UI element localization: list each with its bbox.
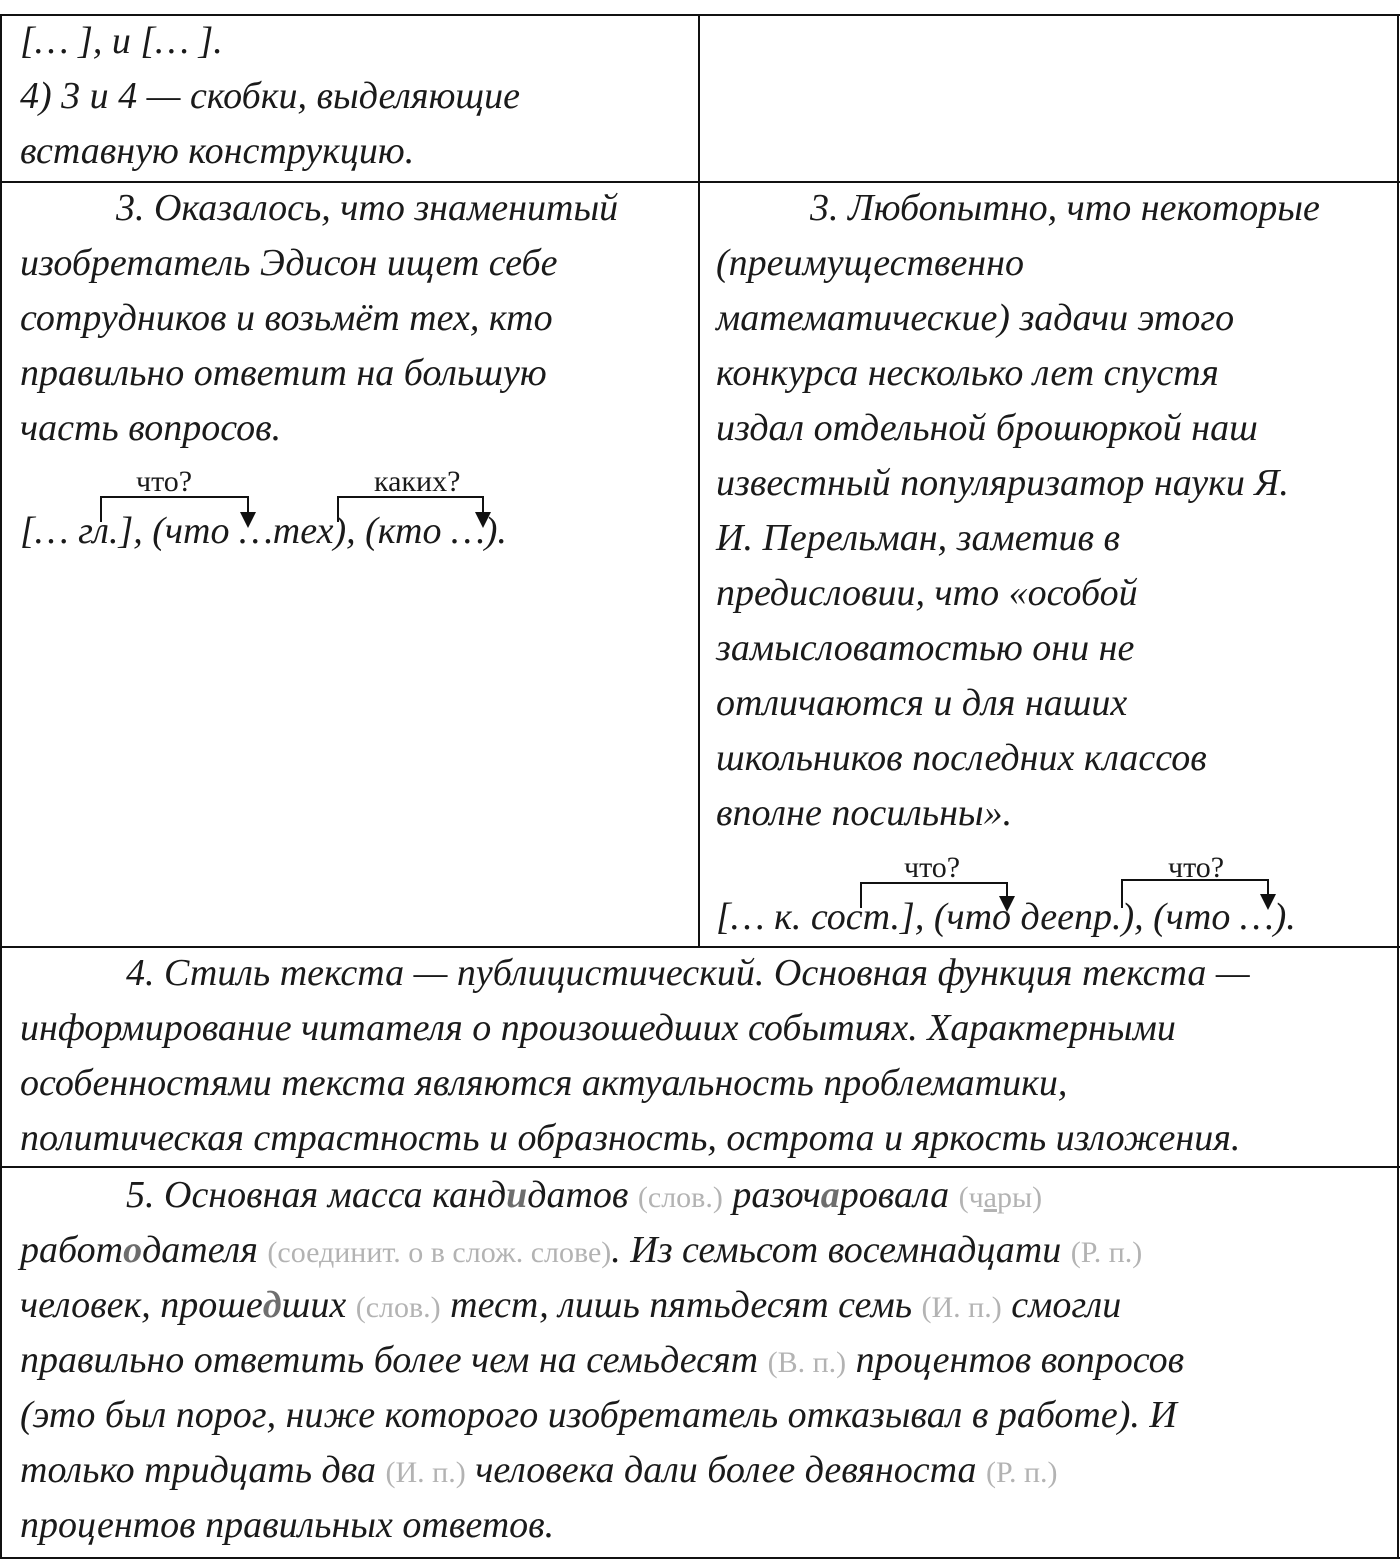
text-run: разоч bbox=[722, 1174, 821, 1216]
paragraph-line: правильно ответит на большую bbox=[20, 352, 547, 394]
paragraph-line: сотрудников и возьмёт тех, кто bbox=[20, 297, 553, 339]
note-run: (ч bbox=[958, 1181, 984, 1214]
paragraph-line: изобретатель Эдисон ищет себе bbox=[20, 242, 558, 284]
table-border-right bbox=[1397, 14, 1399, 1559]
text-run: только тридцать два bbox=[20, 1449, 386, 1491]
underlined-letter: а bbox=[983, 1181, 997, 1214]
paragraph-line: математические) задачи этого bbox=[716, 297, 1235, 339]
grammar-note: (соединит. о в слож. слове) bbox=[267, 1236, 612, 1269]
text-run: тест, лишь пятьдесят семь bbox=[440, 1284, 922, 1326]
scheme-arrows bbox=[0, 0, 1, 1]
text-run: смогли bbox=[1001, 1284, 1122, 1326]
table-border-left bbox=[0, 14, 2, 1559]
text-run: дателя bbox=[142, 1229, 268, 1271]
sentence-scheme-formula: [… гл.], (что …тех), (кто …). bbox=[20, 510, 507, 552]
text-run: правильно ответить более чем на семьдесят bbox=[20, 1339, 768, 1381]
text-run: . Из семьсот восемнадцати bbox=[611, 1229, 1071, 1271]
paragraph-line: замысловатостью они не bbox=[716, 627, 1135, 669]
paragraph-line bbox=[20, 1223, 1142, 1280]
text-line: вставную конструкцию. bbox=[20, 130, 415, 172]
paragraph-line: конкурса несколько лет спустя bbox=[716, 352, 1219, 394]
highlighted-letter: а bbox=[820, 1174, 840, 1216]
sentence-scheme-formula: [… к. сост.], (что деепр.), (что …). bbox=[716, 896, 1296, 938]
paragraph-line: известный популяризатор науки Я. bbox=[716, 462, 1289, 504]
paragraph-line bbox=[20, 1443, 1058, 1500]
scheme-question-label: что? bbox=[1168, 851, 1225, 884]
paragraph-line bbox=[20, 1278, 1121, 1335]
text-line: [… ], и [… ]. bbox=[20, 20, 223, 62]
text-run: работ bbox=[20, 1229, 124, 1271]
paragraph-line: информирование читателя о произошедших событиях. Характерными bbox=[20, 1007, 1176, 1049]
grammar-note: (И. п.) bbox=[921, 1291, 1002, 1324]
text-line: 4) 3 и 4 — скобки, выделяющие bbox=[20, 75, 520, 117]
scheme-question-label: что? bbox=[904, 851, 961, 884]
text-run: датов bbox=[527, 1174, 638, 1216]
grammar-note bbox=[959, 1181, 1043, 1214]
paragraph-line: часть вопросов. bbox=[20, 407, 282, 449]
paragraph-line: (это был порог, ниже которого изобретатель отказывал в работе). И bbox=[20, 1394, 1177, 1436]
paragraph-line: политическая страстность и образность, острота и яркость изложения. bbox=[20, 1117, 1241, 1159]
scheme-question-label: каких? bbox=[374, 465, 461, 498]
paragraph-line bbox=[20, 1333, 1184, 1390]
grammar-note: (В. п.) bbox=[767, 1346, 847, 1379]
paragraph-line: 3. Оказалось, что знаменитый bbox=[116, 187, 619, 229]
paragraph-line: особенностями текста являются актуальность проблематики, bbox=[20, 1062, 1068, 1104]
paragraph-line: 3. Любопытно, что некоторые bbox=[810, 187, 1320, 229]
text-run: 5. Основная масса канд bbox=[126, 1174, 507, 1216]
text-run: процентов вопросов bbox=[846, 1339, 1185, 1381]
paragraph-line bbox=[126, 1168, 1042, 1225]
paragraph-line: (преимущественно bbox=[716, 242, 1025, 284]
highlighted-letter: и bbox=[506, 1174, 528, 1216]
paragraph-line: И. Перельман, заметив в bbox=[716, 517, 1121, 559]
text-run: человека дали более девяноста bbox=[465, 1449, 987, 1491]
paragraph-line: предисловии, что «особой bbox=[716, 572, 1138, 614]
paragraph-line: издал отдельной брошюркой наш bbox=[716, 407, 1258, 449]
column-divider bbox=[698, 14, 700, 948]
highlighted-letter: д bbox=[262, 1284, 282, 1326]
paragraph-line: процентов правильных ответов. bbox=[20, 1504, 555, 1546]
note-run: ры) bbox=[996, 1181, 1043, 1214]
text-run: ровала bbox=[839, 1174, 959, 1216]
grammar-note: (Р. п.) bbox=[986, 1456, 1058, 1489]
paragraph-line: 4. Стиль текста — публицистический. Основная функция текста — bbox=[126, 952, 1250, 994]
highlighted-letter: о bbox=[123, 1229, 143, 1271]
paragraph-line: вполне посильны». bbox=[716, 792, 1013, 834]
table-border-bottom bbox=[0, 1557, 1400, 1559]
paragraph-line: школьников последних классов bbox=[716, 737, 1207, 779]
scheme-question-label: что? bbox=[136, 465, 193, 498]
text-run: человек, проше bbox=[20, 1284, 263, 1326]
paragraph-line: отличаются и для наших bbox=[716, 682, 1128, 724]
grammar-note: (слов.) bbox=[637, 1181, 723, 1214]
text-run: ших bbox=[281, 1284, 356, 1326]
grammar-note: (слов.) bbox=[355, 1291, 441, 1324]
grammar-note: (И. п.) bbox=[385, 1456, 466, 1489]
grammar-note: (Р. п.) bbox=[1070, 1236, 1143, 1269]
